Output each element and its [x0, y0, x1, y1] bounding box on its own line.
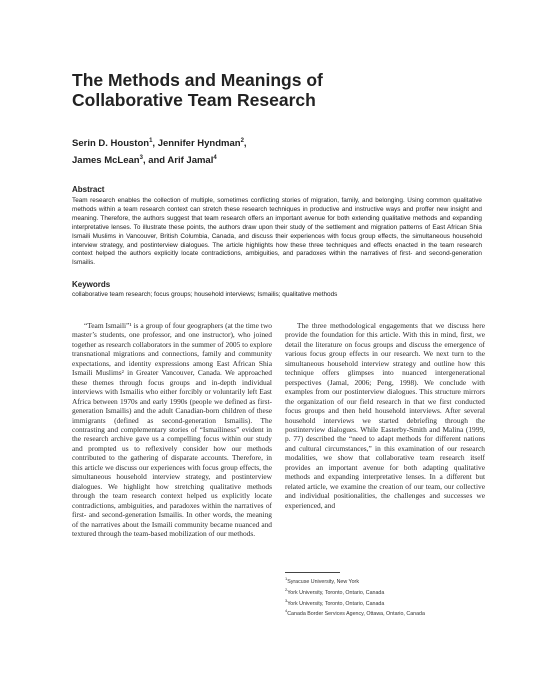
footnote-item — [285, 586, 485, 597]
title-line-1: The Methods and Meanings of — [72, 70, 323, 90]
footnote-item — [285, 575, 485, 586]
author-affiliation-mark: 2 — [240, 138, 244, 144]
body-paragraph: The three methodological engagements that we discuss here provide the foundation for this article. With this in mind, first, we detail the literature on focus groups and discuss the emergence of various focus group effects in our research. We next turn to the simultaneous household interview strategy and outline how this technique offers glimpses into nuanced intergenerational perspectives (Jamal, 2006; Peng, 1998). We conclude with examples from our postinterview dialogues. This structure mirrors the organization of our field research in that we first conducted focus groups and then held household interviews. After several household interviews we started debriefing through the postinterview dialogues. While Easterby-Smith and Malina (1999, p. 77) described the “need to adapt methods for different nations and cultural circumstances,” in this examination of our research modalities, we show that collaborative team research itself provides an important avenue for both adapting qualitative methods and expanding interpretative lenses. In a different but related article, we examine the creation of our team, our collective and individual positionalities, the challenges and successes we experienced, and — [285, 321, 485, 510]
keywords-heading: Keywords — [72, 280, 111, 289]
body-column-right — [285, 321, 485, 510]
author-affiliation-mark: 4 — [213, 155, 217, 162]
body-column-left — [72, 321, 272, 538]
author-affiliation-mark: 1 — [149, 138, 153, 144]
author-name: Arif Jamal — [167, 155, 214, 167]
footnote-mark: 1 — [285, 576, 288, 581]
keywords-list: collaborative team research; focus groups; household interviews; Ismailis; qualitative methods — [72, 291, 338, 298]
author-list — [72, 134, 402, 168]
footnote-mark: 3 — [285, 597, 288, 603]
title-line-2: Collaborative Team Research — [72, 90, 316, 110]
footnote-item — [285, 597, 485, 608]
abstract-body: Team research enables the collection of multiple, sometimes conflicting stories of migration, family, and belonging. Using common qualitative methods within a team research context can stretch these research techniques in productive and instructive ways and proffer new insight and meaning. Therefore, the authors suggest that team research offers an important avenue for both extending qualitative methods and expanding interpretative lenses. To illustrate these points, the authors draw upon their study of the settlement and migration patterns of East African Shia Ismaili Muslims in Vancouver, British Columbia, Canada, and discuss their experiences with focus group effects, the simultaneous household interview strategy, and postinterview dialogues. The article highlights how these three techniques and effects enacted in the team research context helped the authors explicitly locate contradictions, ambiguities, and paradoxes within the narratives of first- and second-generation Ismailis. — [72, 197, 482, 267]
footnote-text: Syracuse University, New York — [287, 578, 359, 585]
author-separator: , — [243, 138, 247, 150]
article-title — [72, 70, 432, 110]
abstract-heading: Abstract — [72, 185, 105, 194]
author-name: Serin D. Houston — [72, 138, 150, 150]
footnote-item — [285, 607, 485, 618]
affiliation-footnotes — [285, 575, 485, 618]
footnote-mark: 4 — [285, 608, 288, 614]
footnote-text: York University, Toronto, Ontario, Canada — [287, 589, 385, 596]
footnote-text: Canada Border Services Agency, Ottawa, Ontario, Canada — [287, 611, 425, 618]
footnote-mark: 2 — [285, 586, 288, 592]
author-affiliation-mark: 3 — [139, 155, 143, 162]
author-name: Jennifer Hyndman — [157, 138, 241, 150]
author-separator: , and — [142, 155, 168, 167]
body-paragraph: “Team Ismaili”¹ is a group of four geographers (at the time two master’s students, one professor, and one instructor), who joined together as research collaborators in the summer of 2005 to explore transnational migrations and connections, family and community expectations, and identity expressions among East African Shia Ismaili Muslims² in Greater Vancouver, Canada. We approached these themes through focus groups and in-depth individual interviews with Ismailis who either forcibly or voluntarily left East Africa between 1970s and early 1990s (people we defined as first-generation Ismailis) and the adult Canadian-born children of these immigrants (defined as second-generation Ismailis). The contrasting and complementary stories of “Ismailiness” evident in the research archive gave us a compelling focus within our study and prompted us to reflexively consider how our methods contributed to the gathering of disparate accounts. Therefore, in this article we discuss our experiences with focus group effects, the simultaneous household interview strategy, and postinterview dialogues. We highlight how stretching qualitative methods through the team research context helped us explicitly locate contradictions, ambiguities, and paradoxes within the narratives of first- and second-generation Ismailis. In other words, the meaning of the narratives about the Ismaili community became nuanced and textured through the team-based mobilization of our methods. — [72, 321, 272, 538]
author-name: James McLean — [72, 155, 140, 167]
footnote-text: York University, Toronto, Ontario, Canada — [287, 600, 385, 607]
footnote-divider — [285, 572, 340, 573]
author-separator: , — [152, 138, 158, 150]
